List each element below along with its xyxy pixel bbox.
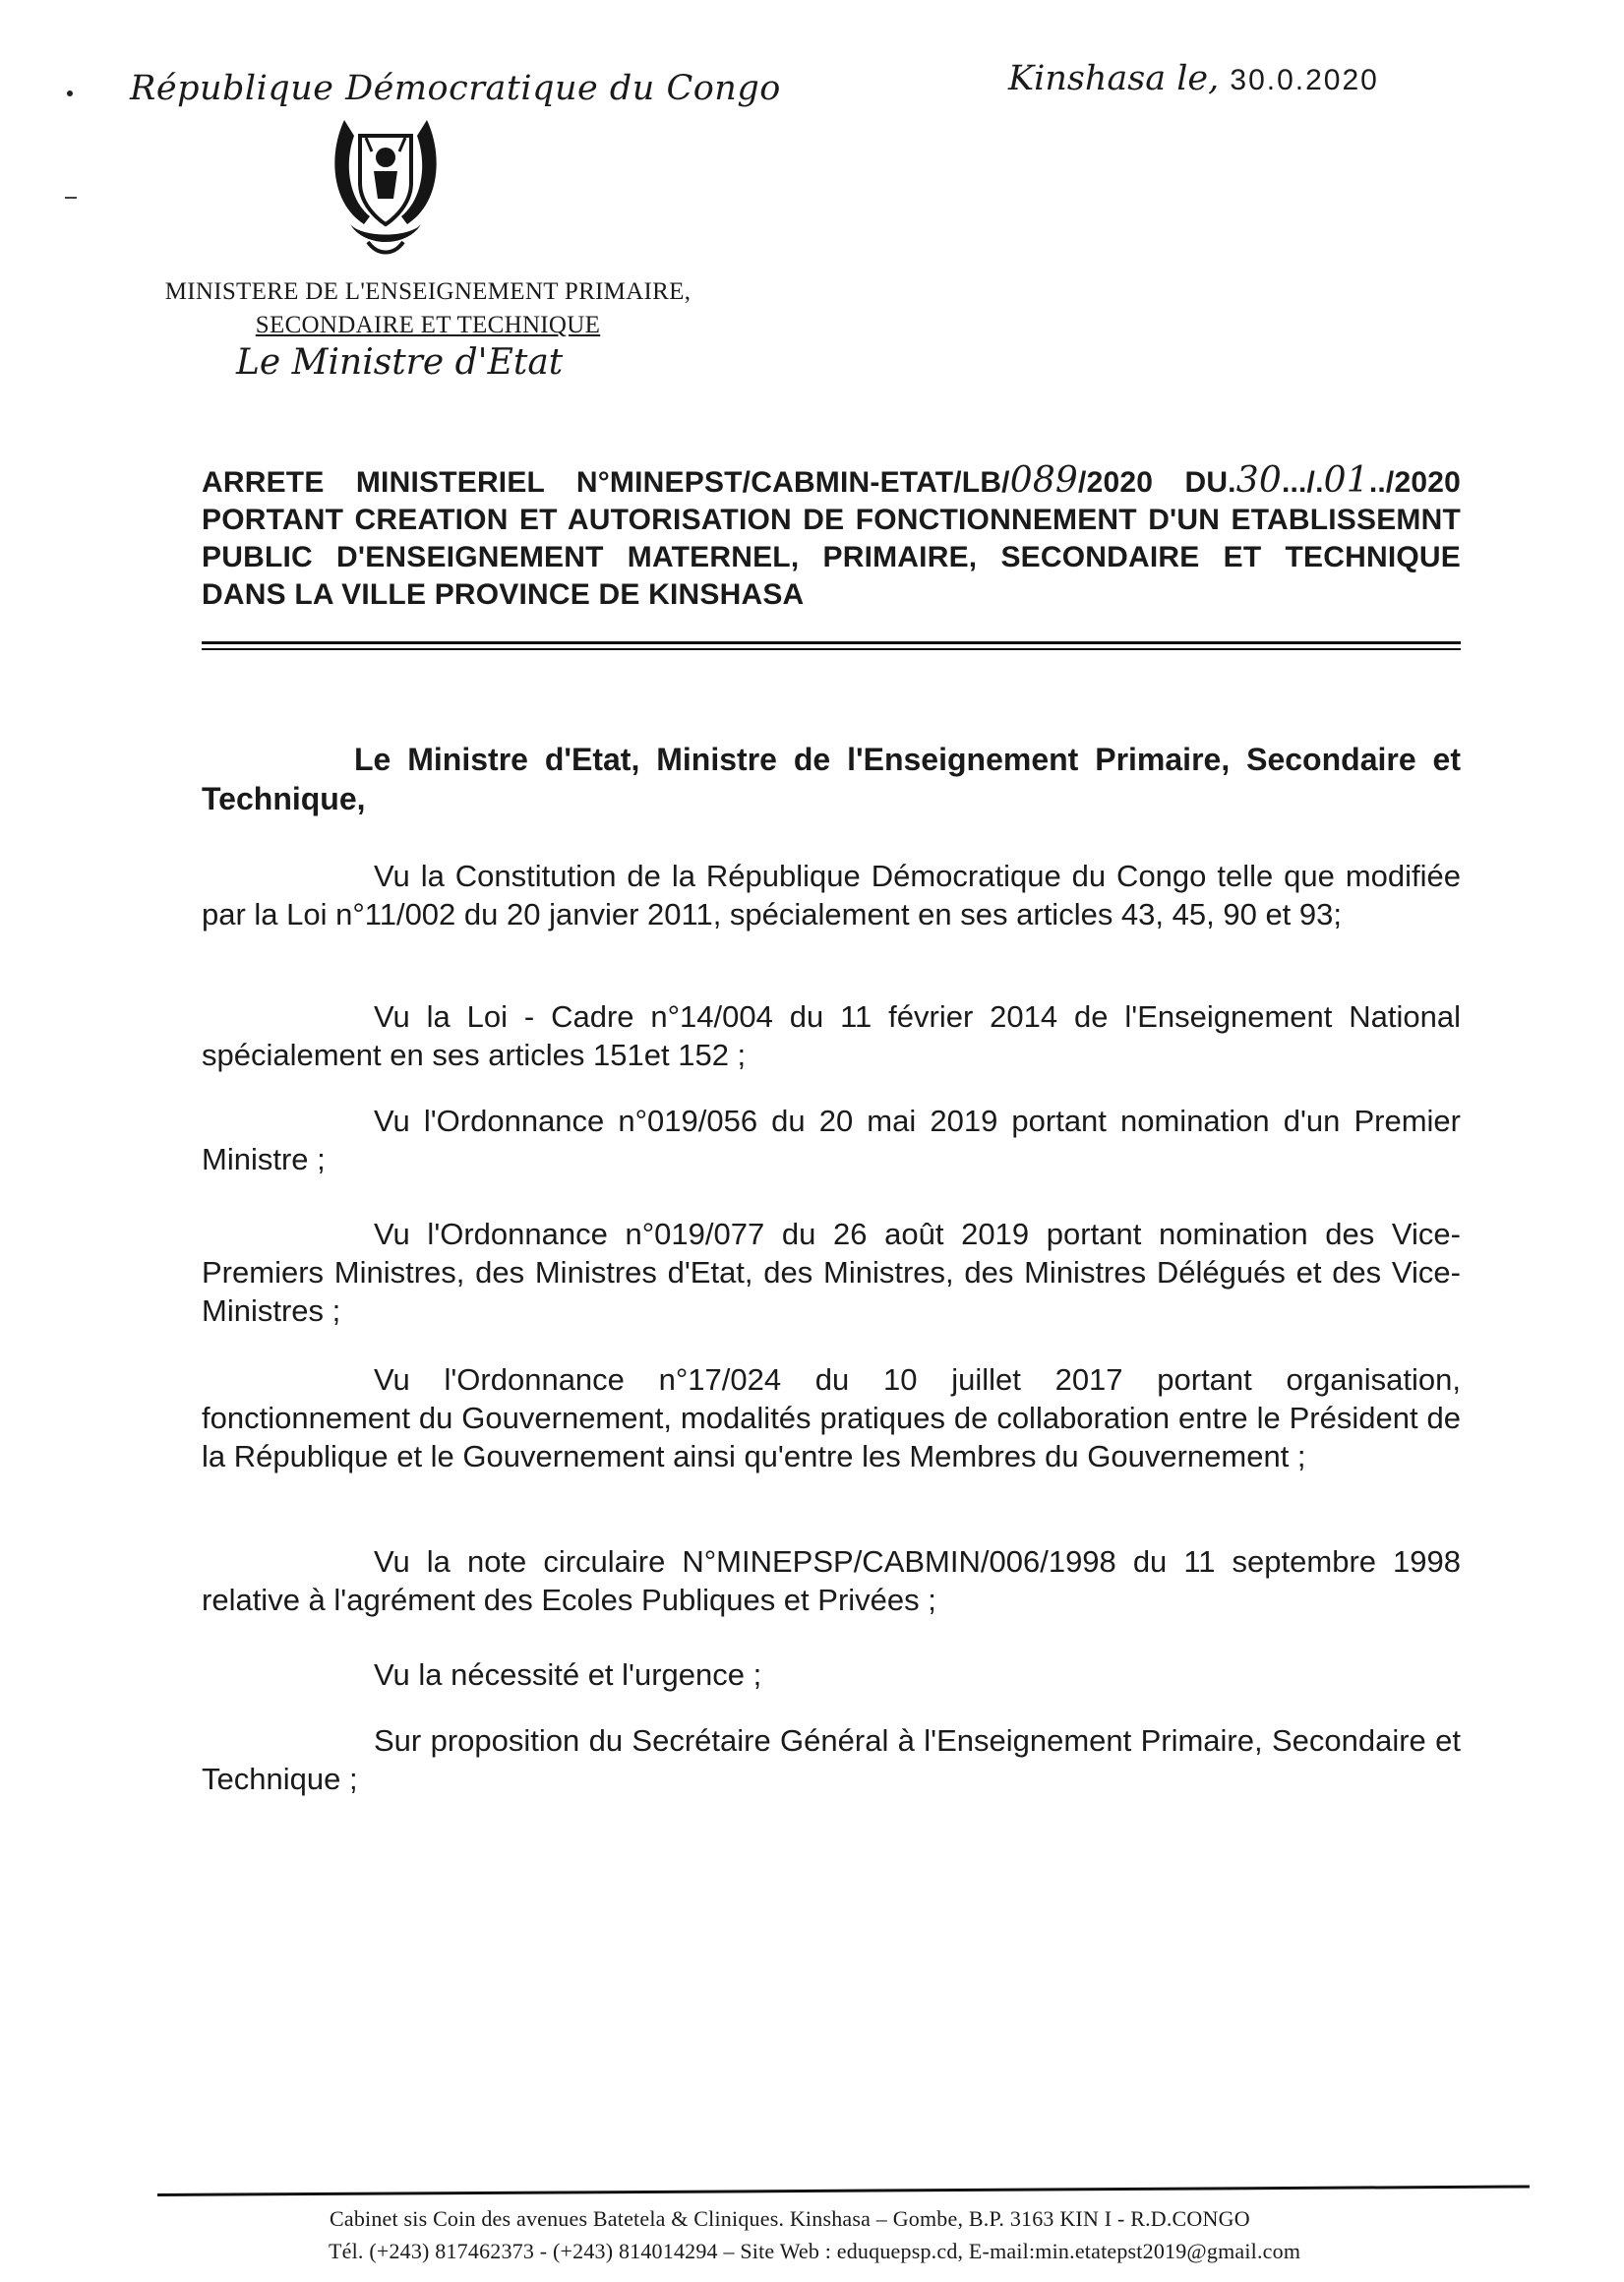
handwritten-decree-number: 089 — [1009, 460, 1079, 501]
footer-divider — [157, 2185, 1530, 2196]
handwritten-day: 30 — [1235, 460, 1282, 501]
decree-title-part-4: ../2020 PORTANT CREATION ET AUTORISATION DE FONCTIONNEMENT D'UN ETABLISSEMNT PUBLIC D'ENSEIGNEMENT MATERNEL, PRIMAIRE, SECONDAIRE ET TECHNIQUE DANS LA VILLE PROVINCE DE KINSHASA — [202, 466, 1461, 611]
considerant-ordonnance-ministres: Vu l'Ordonnance n°019/077 du 26 août 2019 portant nomination des Vice-Premiers Ministres, des Ministres d'Etat, des Ministres, des Ministres Délégués et des Vice-Ministres ; — [202, 1217, 1461, 1328]
place-label: Kinshasa le, — [1008, 59, 1220, 98]
place-date — [1008, 59, 1379, 98]
minister-title: Le Ministre d'Etat — [236, 342, 564, 383]
considerant-ordonnance-gouvernement: Vu l'Ordonnance n°17/024 du 10 juillet 2017 portant organisation, fonctionnement du Gouvernement, modalités pratiques de collaboration entre le Président de la République et le Gouvernement ainsi qu'entre les Membres du Gouvernement ; — [202, 1362, 1461, 1473]
ministry-line-2: SECONDAIRE ET TECHNIQUE — [255, 312, 601, 338]
preamble-text: Le Ministre d'Etat, Ministre de l'Enseignement Primaire, Secondaire et Technique, — [202, 742, 1461, 816]
margin-dot — [67, 90, 73, 96]
title-divider-thin — [202, 648, 1461, 650]
decree-title — [202, 462, 1461, 614]
considerant-note-circulaire: Vu la note circulaire N°MINEPSP/CABMIN/006/1998 du 11 septembre 1998 relative à l'agrément des Ecoles Publiques et Privées ; — [202, 1544, 1461, 1617]
considerant-constitution: Vu la Constitution de la République Démocratique du Congo telle que modifiée par la Loi n°11/002 du 20 janvier 2011, spécialement en ses articles 43, 45, 90 et 93; — [202, 859, 1461, 931]
decree-title-part-2: /2020 DU. — [1078, 466, 1236, 499]
considerant-loi-cadre: Vu la Loi - Cadre n°14/004 du 11 février 2014 de l'Enseignement National spécialement en ses articles 151et 152 ; — [202, 999, 1461, 1072]
republic-heading: République Démocratique du Congo — [130, 69, 781, 108]
title-divider-thick — [202, 641, 1461, 644]
preamble — [202, 740, 1461, 818]
coat-of-arms-icon — [325, 114, 447, 262]
considerant-urgence: Vu la nécessité et l'urgence ; — [374, 1657, 762, 1692]
decree-title-part-3: .../. — [1281, 466, 1324, 499]
handwritten-date: 30.0.2020 — [1230, 64, 1379, 96]
decree-title-part-1: ARRETE MINISTERIEL N°MINEPST/CABMIN-ETAT/LB/ — [202, 466, 1010, 499]
footer-contacts: Tél. (+243) 817462373 - (+243) 814014294 – Site Web : eduquepsp.cd, E-mail:min.etatepst2019@gmail.com — [329, 2239, 1301, 2263]
handwritten-month: 01 — [1323, 460, 1369, 501]
footer-address: Cabinet sis Coin des avenues Batetela & Cliniques. Kinshasa – Gombe, B.P. 3163 KIN I - R.D.CONGO — [330, 2206, 1250, 2231]
ministry-line-1: MINISTERE DE L'ENSEIGNEMENT PRIMAIRE, — [164, 278, 692, 305]
considerant-proposition: Sur proposition du Secrétaire Général à l'Enseignement Primaire, Secondaire et Technique ; — [202, 1723, 1461, 1796]
ministry-name — [138, 275, 718, 342]
considerant-ordonnance-premier-ministre: Vu l'Ordonnance n°019/056 du 20 mai 2019 portant nomination d'un Premier Ministre ; — [202, 1104, 1461, 1176]
margin-dash — [65, 197, 77, 199]
